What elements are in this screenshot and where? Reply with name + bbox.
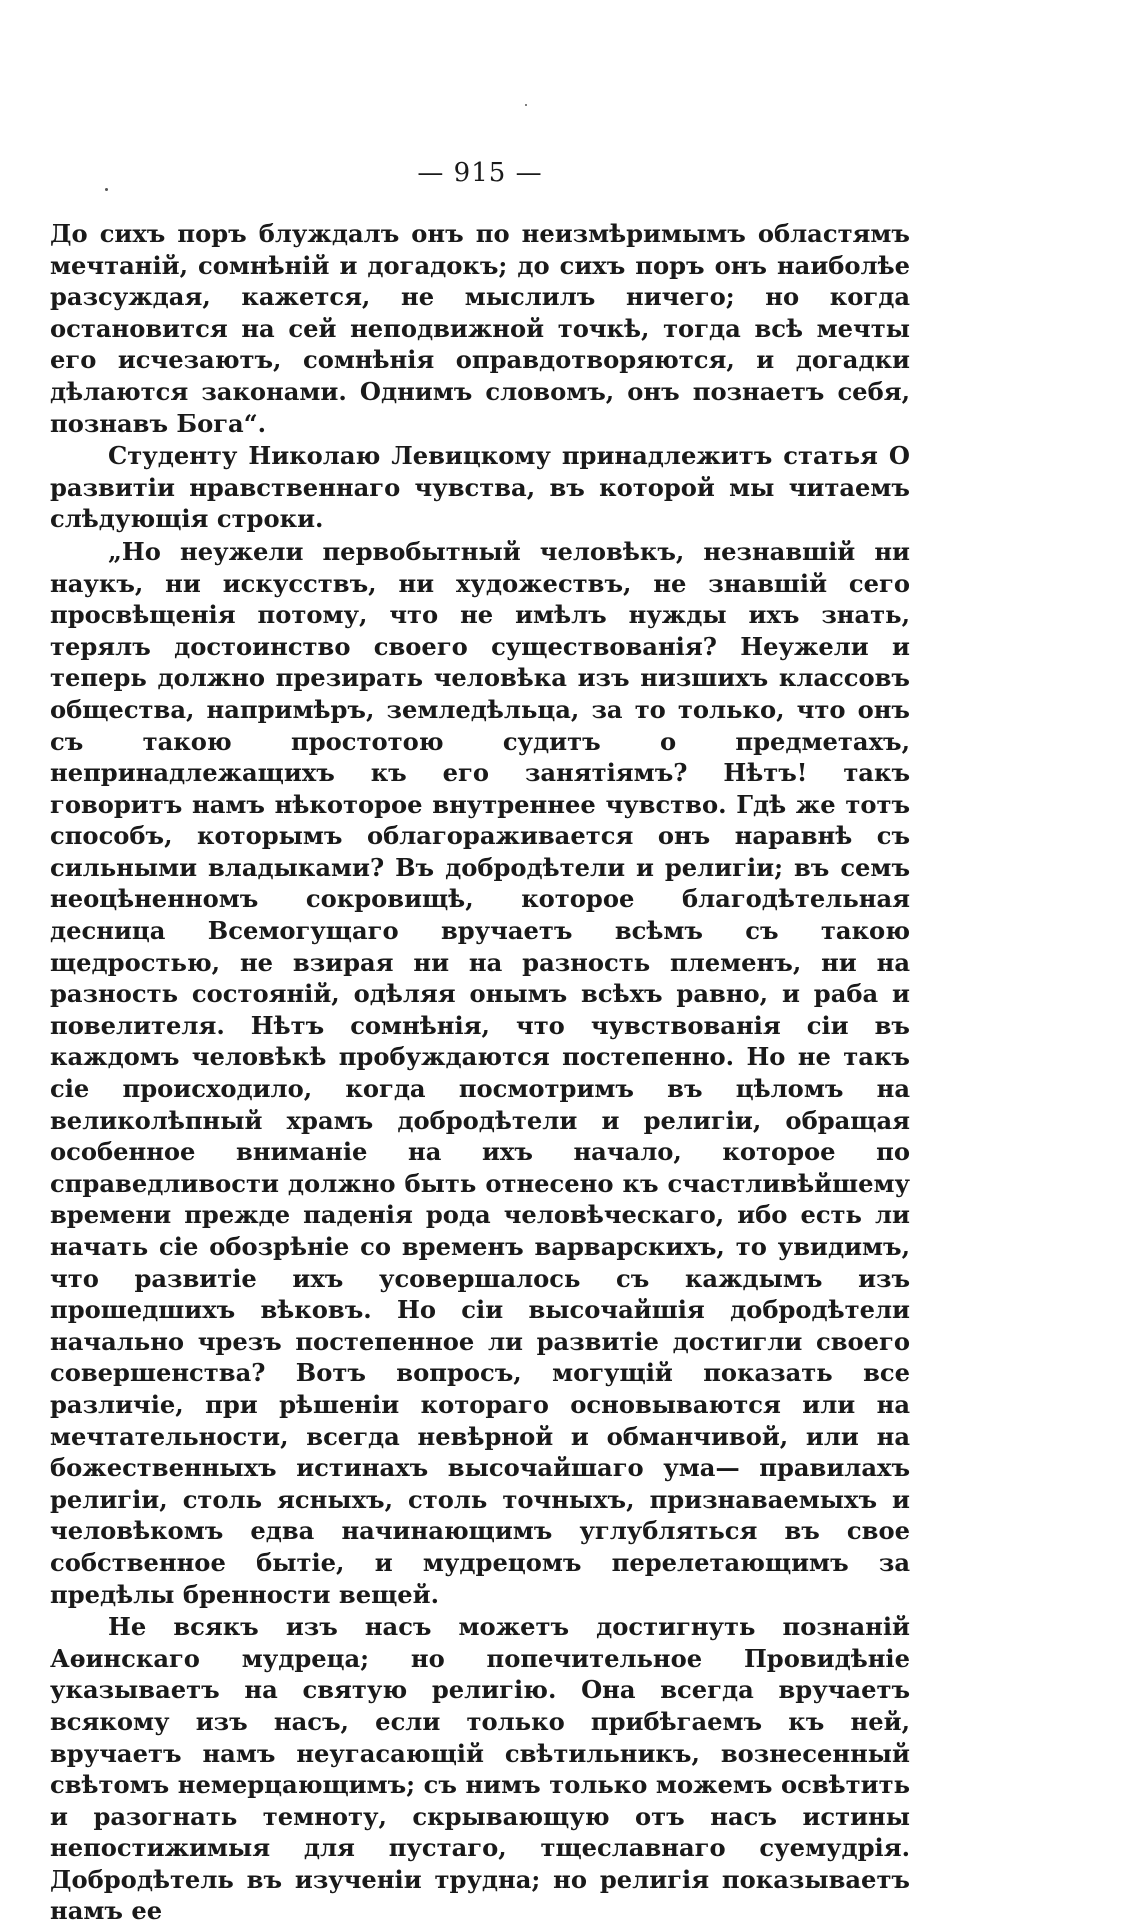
print-speck <box>105 188 108 191</box>
paragraph-3: „Но неужели первобытный человѣкъ, незнавшій ни наукъ, ни искусствъ, ни художествъ, не знавшій сего просвѣщенія потому, что не имѣлъ нужды ихъ знать, терялъ достоинство своего существованія? Неужели и теперь должно презирать человѣка изъ низшихъ классовъ общества, напримѣръ, земледѣльца, за то только, что онъ съ такою простотою судитъ о предметахъ, непринадлежащихъ къ его занятіямъ? Нѣтъ! такъ говоритъ намъ нѣкоторое внутреннее чувство. Гдѣ же тотъ способъ, которымъ облагораживается онъ наравнѣ съ сильными владыками? Въ добродѣтели и религіи; въ семъ неоцѣненномъ сокровищѣ, которое благодѣтельная десница Всемогущаго вручаетъ всѣмъ съ такою щедростью, не взирая ни на разность племенъ, ни на разность состояній, одѣляя онымъ всѣхъ равно, и раба и повелителя. Нѣтъ сомнѣнія, что чувствованія сіи въ каждомъ человѣкѣ пробуждаются постепенно. Но не такъ сіе происходило, когда посмотримъ въ цѣломъ на великолѣпный храмъ добродѣтели и религіи, обращая особенное вниманіе на ихъ начало, которое по справедливости должно быть отнесено къ счастливѣйшему времени прежде паденія рода человѣческаго, ибо есть ли начать сіе обозрѣніе со временъ варварскихъ, то увидимъ, что развитіе ихъ усовершалось съ каждымъ изъ прошедшихъ вѣковъ. Но сіи высочайшія добродѣтели начально чрезъ постепенное ли развитіе достигли своего совершенства? Вотъ вопросъ, могущій показать все различіе, при рѣшеніи котораго основываются или на мечтательности, всегда невѣрной и обманчивой, или на божественныхъ истинахъ высочайшаго ума— правилахъ религіи, столь ясныхъ, столь точныхъ, признаваемыхъ и человѣкомъ едва начинающимъ углубляться въ свое собственное бытіе, и мудрецомъ перелетающимъ за предѣлы бренности вещей. <box>50 536 910 1609</box>
body-text <box>50 218 910 1927</box>
scanned-book-page <box>50 0 910 1926</box>
paragraph-2: Студенту Николаю Левицкому принадлежитъ статья О развитіи нравственнаго чувства, въ которой мы читаемъ слѣдующія строки. <box>50 441 910 534</box>
paragraph-1: До сихъ поръ блуждалъ онъ по неизмѣримымъ областямъ мечтаній, сомнѣній и догадокъ; до сихъ поръ онъ наиболѣе разсуждая, кажется, не мыслилъ ничего; но когда остановится на сей неподвижной точкѣ, тогда всѣ мечты его исчезаютъ, сомнѣнія оправдотворяются, и догадки дѣлаются законами. Однимъ словомъ, онъ познаетъ себя, познавъ Бога“. <box>50 219 910 438</box>
paragraph-4: Не всякъ изъ насъ можетъ достигнуть познаній Аѳинскаго мудреца; но попечительное Провидѣніе указываетъ на святую религію. Она всегда вручаетъ всякому изъ насъ, если только прибѣгаемъ къ ней, вручаетъ намъ неугасающій свѣтильникъ, вознесенный свѣтомъ немерцающимъ; съ нимъ только можемъ освѣтить и разогнать темноту, скрывающую отъ насъ истины непостижимыя для пустаго, тщеславнаго суемудрія. Добродѣтель въ изученіи трудна; но религія показываетъ намъ ее <box>50 1612 910 1926</box>
page-number: — 915 — <box>417 158 543 188</box>
print-speck <box>525 104 527 106</box>
